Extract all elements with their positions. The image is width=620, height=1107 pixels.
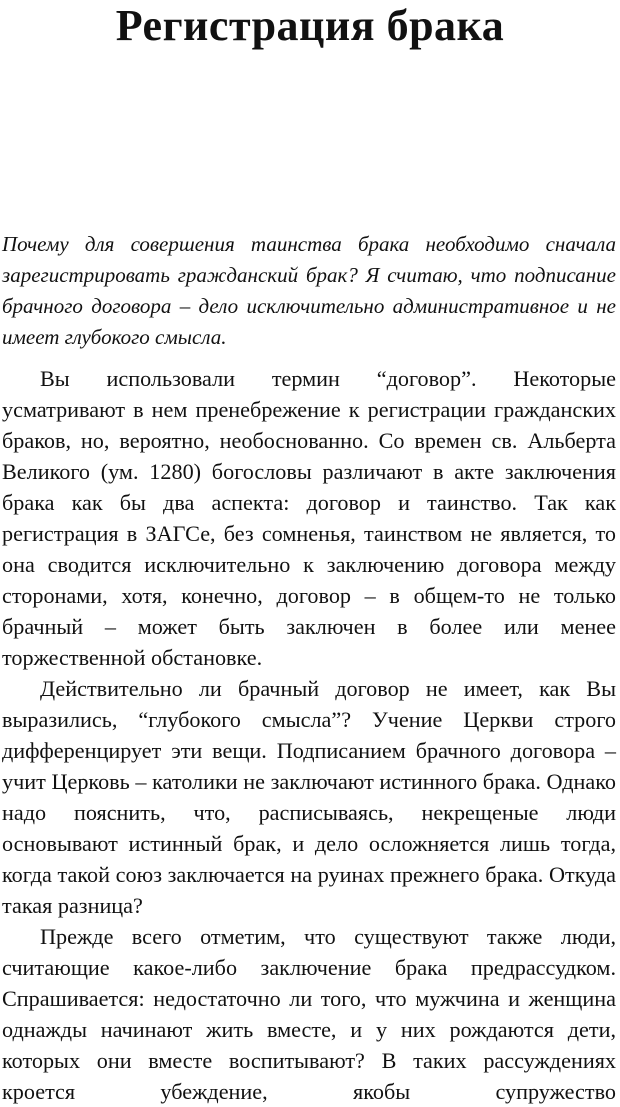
answer-body [2, 363, 616, 1107]
answer-paragraph-2: Действительно ли брачный договор не имеет, как Вы выразились, “глубокого смысла”? Учение Церкви строго дифференцирует эти вещи. Подписанием брачного договора – учит Церковь – католики не заключают истинного брака. Однако надо пояснить, что, расписываясь, некрещеные люди основывают истинный брак, и дело осложняется лишь тогда, когда такой союз заключается на руинах прежнего брака. Откуда такая разница? [2, 676, 616, 918]
answer-paragraph-1: Вы использовали термин “договор”. Некоторые усматривают в нем пренебрежение к регистрации гражданских браков, но, вероятно, необоснованно. Со времен св. Альберта Великого (ум. 1280) богословы различают в акте заключения брака как бы два аспекта: договор и таинство. Так как регистрация в ЗАГСе, без сомненья, таинством не является, то она сводится исключительно к заключению договора между сторонами, хотя, конечно, договор – в общем-то не только брачный – может быть заключен в более или менее торжественной обстановке. [2, 366, 616, 670]
question-text: Почему для совершения таинства брака необходимо сначала зарегистрировать гражданский брак? Я считаю, что подписание брачного договора – дело исключительно административное и не имеет глубокого смысла. [2, 232, 616, 349]
page-title: Регистрация брака [115, 1, 505, 50]
answer-paragraph-3: Прежде всего отметим, что существуют также люди, считающие какое-либо заключение брака предрассудком. Спрашивается: недостаточно ли того, что мужчина и женщина однажды начинают жить вместе, и у них рождаются дети, которых они вместе воспитывают? В таких рассуждениях кроется убеждение, якобы супружество [2, 924, 616, 1104]
